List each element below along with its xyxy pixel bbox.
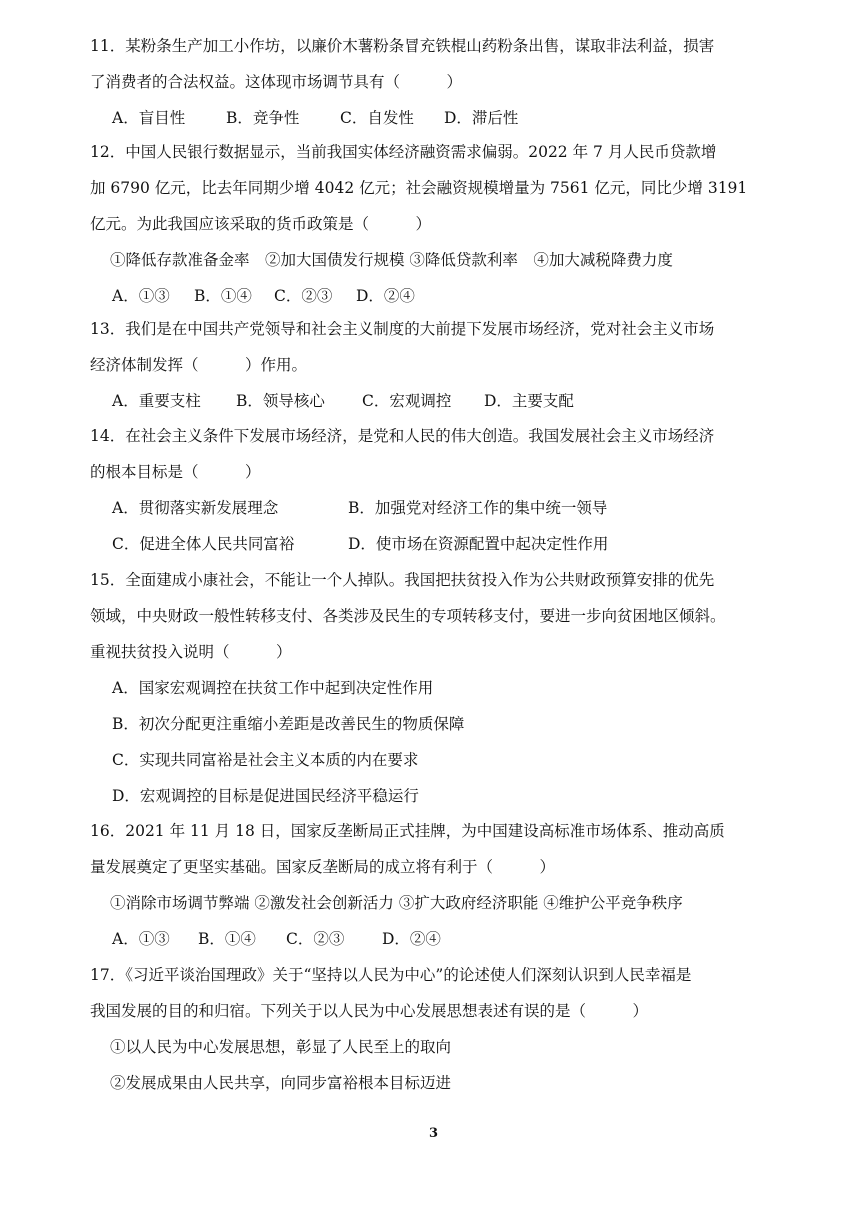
options-row [90,921,770,957]
option-d: D．使市场在资源配置中起决定性作用 [348,535,609,553]
question-text-line: 了消费者的合法权益。这体现市场调节具有（ ） [90,73,463,91]
option-b: B．①④ [198,930,256,948]
option-a: A．盲目性 [112,109,186,127]
option-d: D．②④ [356,287,415,305]
question-text-line: 量发展奠定了更坚实基础。国家反垄断局的成立将有利于（ ） [90,858,556,876]
question-11 [90,28,770,136]
question-text-line: 领域，中央财政一般性转移支付、各类涉及民生的专项转移支付，要进一步向贫困地区倾斜。 [90,607,726,625]
options-row [90,526,770,562]
option-d: D．滞后性 [444,109,519,127]
question-17 [90,957,770,1101]
question-text-line: 经济体制发挥（ ）作用。 [90,356,308,374]
option-b: B．①④ [194,287,252,305]
question-16 [90,813,770,957]
option-c: C．促进全体人民共同富裕 [112,535,295,553]
option-a: A．重要支柱 [112,392,201,410]
question-text-line: 我国发展的目的和归宿。下列关于以人民为中心发展思想表述有误的是（ ） [90,1002,649,1020]
options-row [90,490,770,526]
option-b: B．加强党对经济工作的集中统一领导 [348,499,608,517]
option-c: C．宏观调控 [362,392,452,410]
page-number: 3 [428,1126,439,1141]
question-text-line: 亿元。为此我国应该采取的货币政策是（ ） [90,215,432,233]
question-14 [90,418,770,562]
option-d: D．主要支配 [484,392,574,410]
option-a: A．①③ [112,930,170,948]
option-d: D．宏观调控的目标是促进国民经济平稳运行 [112,787,419,805]
question-text-line: 16．2021 年 11 月 18 日，国家反垄断局正式挂牌，为中国建设高标准市场体系、推动高质 [90,822,725,840]
option-b: B．初次分配更注重缩小差距是改善民生的物质保障 [112,715,465,733]
question-text-line: 13．我们是在中国共产党领导和社会主义制度的大前提下发展市场经济，党对社会主义市场 [90,320,715,338]
question-text-line: 14．在社会主义条件下发展市场经济，是党和人民的伟大创造。我国发展社会主义市场经济 [90,427,715,445]
option-c: C．自发性 [340,109,414,127]
option-a: A．贯彻落实新发展理念 [112,499,279,517]
option-c: C．②③ [286,930,345,948]
option-b: B．领导核心 [236,392,325,410]
question-text-line: 的根本目标是（ ） [90,463,261,481]
options-row [90,100,770,136]
option-d: D．②④ [382,930,441,948]
options-row [90,383,770,419]
question-text-line: 重视扶贫投入说明（ ） [90,643,292,661]
question-text-line: 15．全面建成小康社会，不能让一个人掉队。我国把扶贫投入作为公共财政预算安排的优先 [90,571,715,589]
question-text-line: 11．某粉条生产加工小作坊，以廉价木薯粉条冒充铁棍山药粉条出售，谋取非法利益，损害 [90,37,715,55]
option-c: C．实现共同富裕是社会主义本质的内在要求 [112,751,419,769]
option-b: B．竞争性 [226,109,300,127]
question-12 [90,134,770,314]
question-text-line: 17．《习近平谈治国理政》关于“坚持以人民为中心”的论述使人们深刻认识到人民幸福是 [90,966,692,984]
statement-line: ①降低存款准备金率 ②加大国债发行规模 ③降低贷款利率 ④加大减税降费力度 [110,251,673,269]
statement-line: ②发展成果由人民共享，向同步富裕根本目标迈进 [110,1074,452,1092]
option-c: C．②③ [274,287,333,305]
option-a: A．①③ [112,287,170,305]
options-row [90,278,770,314]
option-a: A．国家宏观调控在扶贫工作中起到决定性作用 [112,679,434,697]
statement-line: ①以人民为中心发展思想，彰显了人民至上的取向 [110,1038,452,1056]
question-13 [90,311,770,419]
statement-line: ①消除市场调节弊端 ②激发社会创新活力 ③扩大政府经济职能 ④维护公平竞争秩序 [110,894,683,912]
question-text-line: 加 6790 亿元，比去年同期少增 4042 亿元；社会融资规模增量为 7561 亿元，同比少增 3191 [90,179,748,197]
question-15 [90,562,770,814]
question-text-line: 12．中国人民银行数据显示，当前我国实体经济融资需求偏弱。2022 年 7 月人民币贷款增 [90,143,717,161]
